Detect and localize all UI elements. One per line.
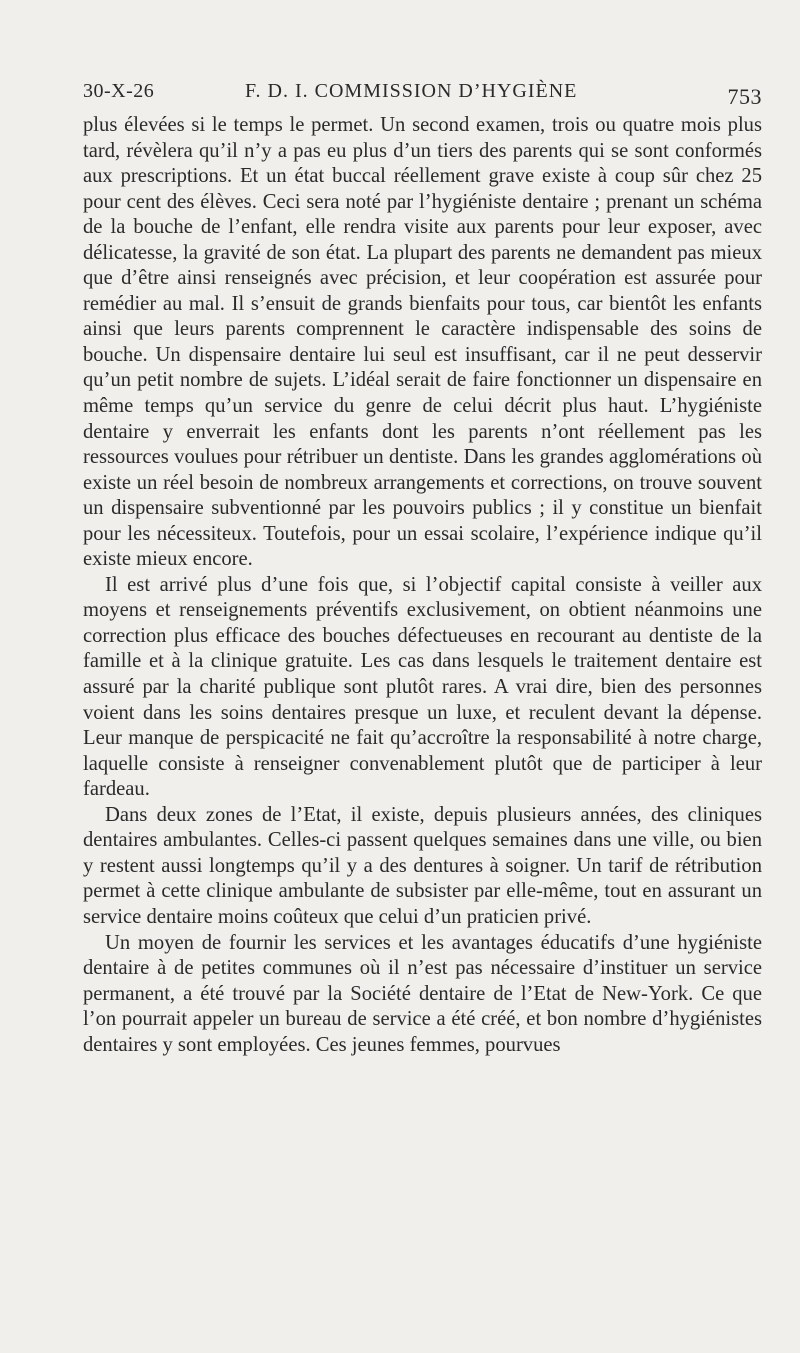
header-date: 30-X-26 [83, 80, 155, 102]
header-title: F. D. I. COMMISSION D’HYGIÈNE [245, 80, 578, 102]
page-number: 753 [727, 84, 762, 109]
body-text [83, 113, 762, 1058]
paragraph-4: Un moyen de fournir les services et les avantages éducatifs d’une hygiéniste dentaire à de petites communes où il n’est pas nécessaire d’instituer un service permanent, a été trouvé par la Société dentaire de l’Etat de New-York. Ce que l’on pourrait appeler un bureau de service a été créé, et bon nombre d’hygiénistes dentaires y sont employées. Ces jeunes femmes, pourvues [83, 931, 762, 1056]
paragraph-3: Dans deux zones de l’Etat, il existe, depuis plusieurs années, des cliniques dentaires ambulantes. Celles-ci passent quelques semaines dans une ville, ou bien y restent aussi longtemps qu’il y a des dentures à soigner. Un tarif de rétribution permet à cette clinique ambulante de subsister par elle-même, tout en assurant un service dentaire moins coûteux que celui d’un praticien privé. [83, 803, 762, 928]
running-header [83, 76, 762, 110]
paragraph-2: Il est arrivé plus d’une fois que, si l’objectif capital consiste à veiller aux moyens et renseignements préventifs exclusivement, on obtient néanmoins une correction plus efficace des bouches défectueuses en recourant au dentiste de la famille et à la clinique gratuite. Les cas dans lesquels le traitement dentaire est assuré par la charité publique sont plutôt rares. A vrai dire, bien des personnes voient dans les soins dentaires presque un luxe, et reculent devant la dépense. Leur manque de perspicacité ne fait qu’accroître la responsabilité à notre charge, laquelle consiste à renseigner convenablement plutôt que de participer à leur fardeau. [83, 573, 762, 801]
paragraph-1: plus élevées si le temps le permet. Un second examen, trois ou quatre mois plus tard, révèlera qu’il n’y a pas eu plus d’un tiers des parents qui se sont conformés aux prescriptions. Et un état buccal réellement grave existe à coup sûr chez 25 pour cent des élèves. Ceci sera noté par l’hygiéniste dentaire ; prenant un schéma de la bouche de l’enfant, elle rendra visite aux parents pour leur exposer, avec délicatesse, la gravité de son état. La plupart des parents ne demandent pas mieux que d’être ainsi renseignés avec précision, et leur coopération est assurée pour remédier au mal. Il s’ensuit de grands bienfaits pour tous, car bientôt les enfants ainsi que leurs parents comprennent le caractère indispensable des soins de bouche. Un dispensaire dentaire lui seul est insuffisant, car il ne peut desservir qu’un petit nombre de sujets. L’idéal serait de faire fonctionner un dispensaire en même temps qu’un service du genre de celui décrit plus haut. L’hygiéniste dentaire y enverrait les enfants dont les parents n’ont réellement pas les ressources voulues pour rétribuer un dentiste. Dans les grandes agglomérations où existe un réel besoin de nombreux arrangements et corrections, on trouve souvent un dispensaire subventionné par les pouvoirs publics ; il y constitue un bienfait pour les nécessiteux. Toutefois, pour un essai scolaire, l’expérience indique qu’il existe mieux encore. [83, 114, 762, 571]
